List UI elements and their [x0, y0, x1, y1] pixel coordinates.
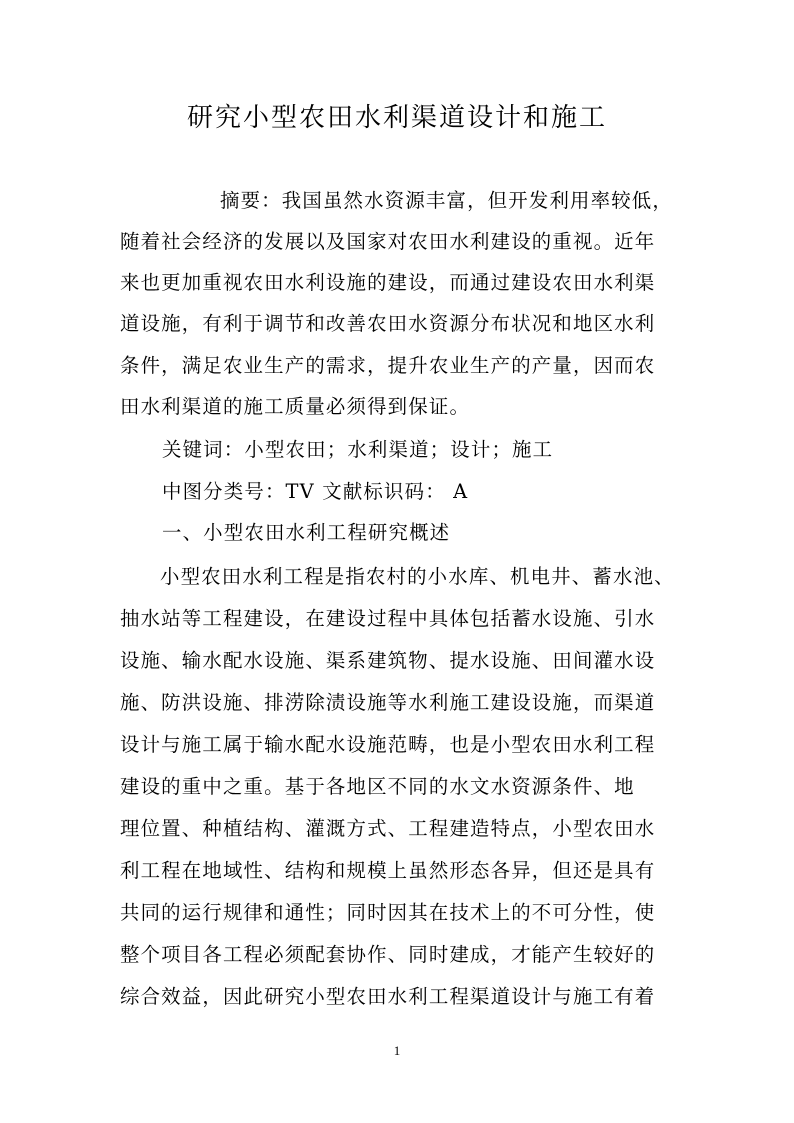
page-number: 1	[393, 1043, 401, 1058]
body-line-4: 施、防洪设施、排涝除渍设施等水利施工建设设施，而渠道	[120, 691, 656, 714]
body-line-3: 设施、输水配水设施、渠系建筑物、提水设施、田间灌水设	[120, 649, 656, 672]
abstract-line-1: 摘要：我国虽然水资源丰富，但开发利用率较低，	[220, 189, 673, 212]
body-line-7: 理位置、种植结构、灌溉方式、工程建造特点，小型农田水	[120, 817, 656, 840]
body-line-6: 建设的重中之重。基于各地区不同的水文水资源条件、地	[120, 775, 635, 798]
keywords-line: 关键词：小型农田；水利渠道；设计；施工	[162, 438, 554, 461]
document-title: 研究小型农田水利渠道设计和施工	[186, 103, 607, 133]
body-line-5: 设计与施工属于输水配水设施范畴，也是小型农田水利工程	[120, 733, 656, 756]
abstract-line-3: 来也更加重视农田水利设施的建设，而通过建设农田水利渠	[120, 271, 656, 294]
section-heading: 一、小型农田水利工程研究概述	[162, 521, 451, 544]
body-line-2: 抽水站等工程建设，在建设过程中具体包括蓄水设施、引水	[120, 607, 656, 630]
body-line-9: 共同的运行规律和通性；同时因其在技术上的不可分性，使	[120, 901, 656, 924]
body-line-8: 利工程在地域性、结构和规模上虽然形态各异，但还是具有	[120, 859, 656, 882]
abstract-line-6: 田水利渠道的施工质量必须得到保证。	[120, 395, 471, 418]
abstract-line-4: 道设施，有利于调节和改善农田水资源分布状况和地区水利	[120, 312, 656, 335]
abstract-line-2: 随着社会经济的发展以及国家对农田水利建设的重视。近年	[120, 230, 656, 253]
body-line-10: 整个项目各工程必须配套协作、同时建成，才能产生较好的	[120, 943, 656, 966]
abstract-line-5: 条件，满足农业生产的需求，提升农业生产的产量，因而农	[120, 354, 656, 377]
classification-line: 中图分类号：TV 文献标识码： A	[162, 480, 469, 503]
body-line-11: 综合效益，因此研究小型农田水利工程渠道设计与施工有着	[120, 985, 656, 1008]
body-line-1: 小型农田水利工程是指农村的小水库、机电井、蓄水池、	[160, 565, 675, 588]
